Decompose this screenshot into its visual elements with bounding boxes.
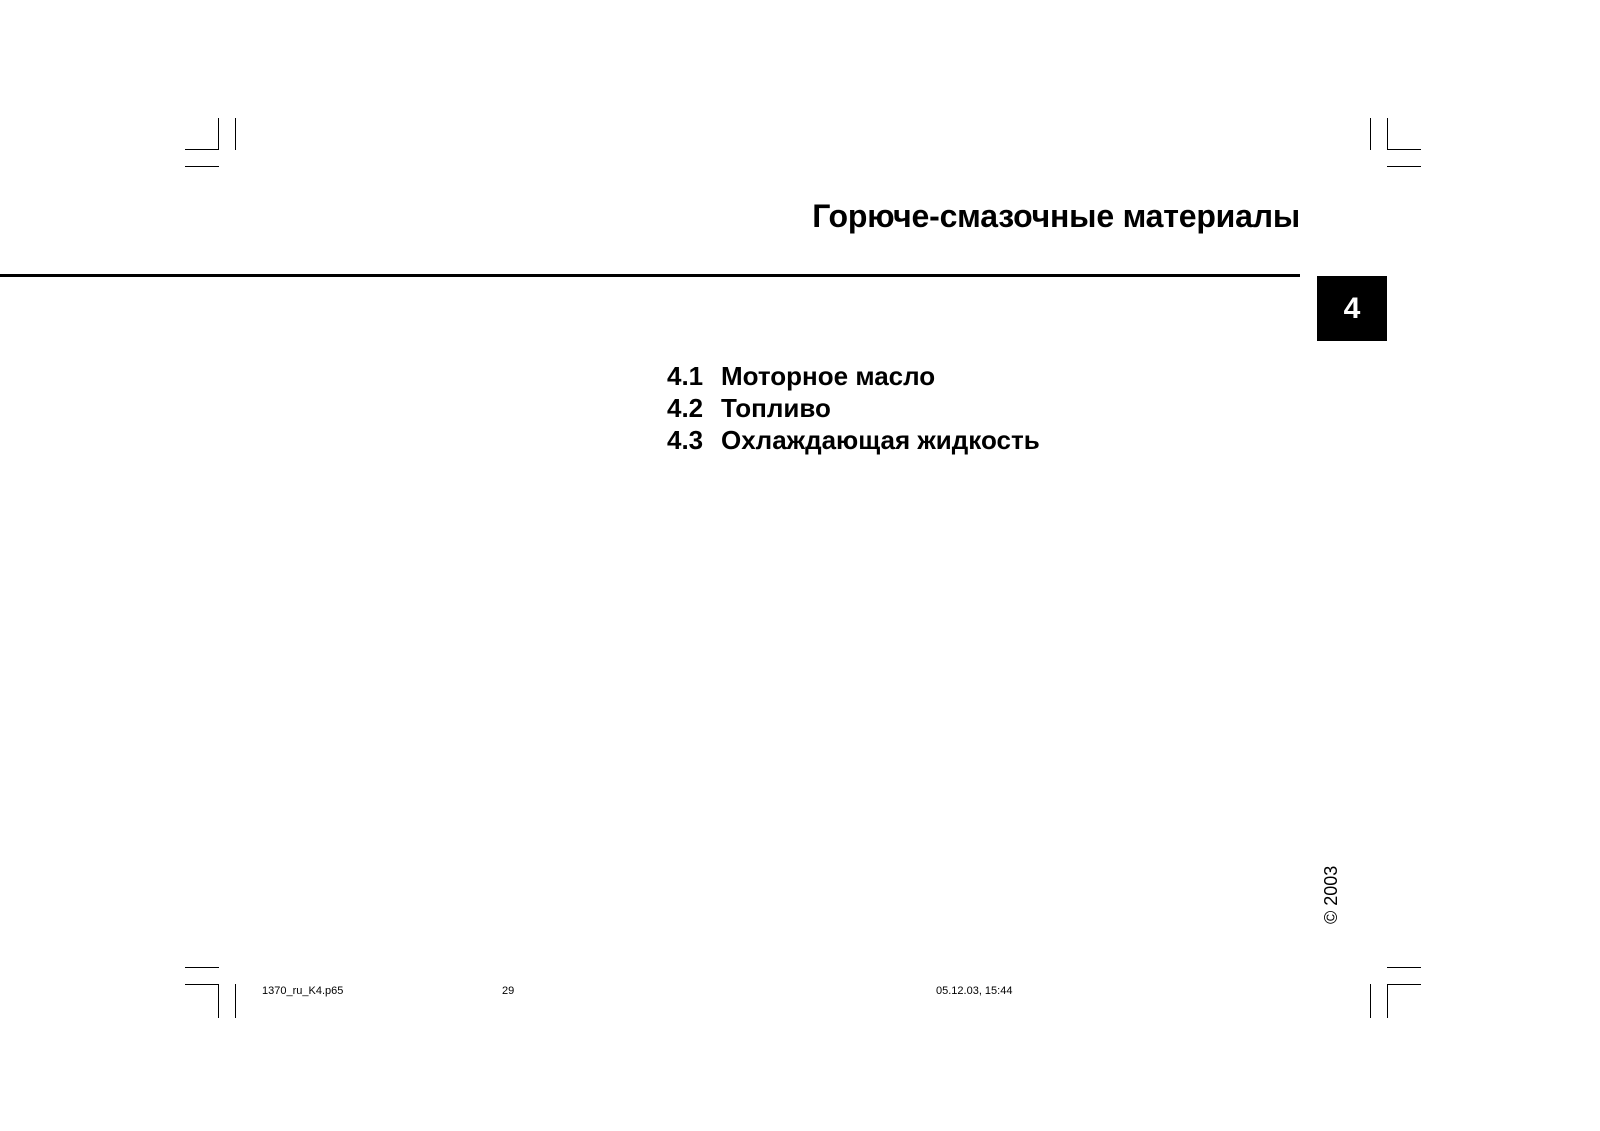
toc-item-number: 4.2 (667, 393, 704, 423)
chapter-number: 4 (1343, 291, 1361, 325)
toc-item-label: Охлаждающая жидкость (721, 425, 1040, 455)
crop-mark-top-left-inner (235, 118, 236, 150)
toc-item (667, 360, 1040, 392)
table-of-contents (667, 360, 1040, 456)
crop-mark-top-right-lower-h (1387, 166, 1421, 167)
title-rule (0, 274, 1300, 277)
crop-mark-top-right-outer (1387, 118, 1388, 150)
toc-item-number: 4.1 (667, 361, 704, 391)
page-title: Горюче-смазочные материалы (812, 198, 1300, 234)
copyright-notice: © 2003 (1321, 865, 1341, 924)
crop-mark-bottom-left-inner (235, 984, 236, 1018)
crop-mark-bottom-left-upper-h (185, 967, 219, 968)
toc-item (667, 392, 1040, 424)
slug-page-number: 29 (502, 985, 515, 997)
crop-mark-top-right-bottom-h (1387, 149, 1421, 150)
toc-item (667, 424, 1040, 456)
slug-filename: 1370_ru_K4.p65 (262, 985, 344, 997)
toc-item-number: 4.3 (667, 425, 704, 455)
crop-mark-top-right-inner (1370, 118, 1371, 150)
chapter-number-tab (1317, 276, 1387, 341)
crop-mark-bottom-right-inner (1370, 984, 1371, 1018)
toc-item-label: Топливо (721, 393, 831, 423)
crop-mark-bottom-right-top-h (1387, 984, 1421, 985)
crop-mark-bottom-right-outer (1387, 984, 1388, 1018)
crop-mark-top-left-outer (218, 118, 219, 150)
crop-mark-top-left-bottom-h (185, 149, 219, 150)
toc-item-label: Моторное масло (721, 361, 936, 391)
crop-mark-top-left-lower-h (185, 166, 219, 167)
crop-mark-bottom-right-upper-h (1387, 967, 1421, 968)
slug-datetime: 05.12.03, 15:44 (936, 985, 1013, 997)
crop-mark-bottom-left-top-h (185, 984, 219, 985)
crop-mark-bottom-left-outer (218, 984, 219, 1018)
